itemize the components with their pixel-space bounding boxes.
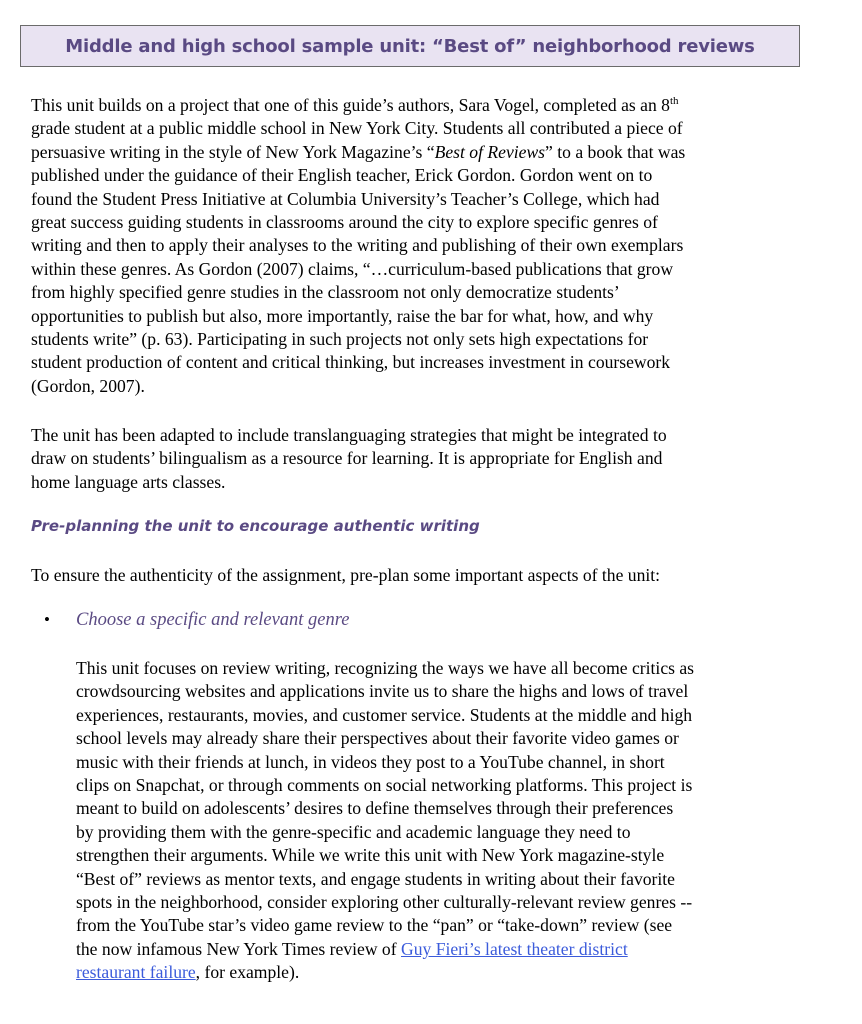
- paragraph-3-line: crowdsourcing websites and applications invite us to share the highs and lows of travel: [76, 681, 689, 702]
- paragraph-3: [76, 657, 796, 985]
- paragraph-1-line: (Gordon, 2007).: [31, 375, 145, 396]
- paragraph-3-line: the now infamous New York Times review of Guy Fieri’s latest theater district: [76, 938, 628, 959]
- paragraph-3-line: experiences, restaurants, movies, and customer service. Students at the middle and high: [76, 704, 693, 725]
- page-title: Middle and high school sample unit: “Best of” neighborhood reviews: [65, 35, 755, 57]
- bullet-label: Choose a specific and relevant genre: [76, 610, 350, 630]
- magazine-title: Best of Reviews: [434, 141, 546, 162]
- guy-fieri-review-link-cont[interactable]: restaurant failure: [76, 962, 196, 983]
- title-banner: [20, 25, 800, 67]
- paragraph-1-line: within these genres. As Gordon (2007) claims, “…curriculum-based publications that grow: [31, 258, 674, 279]
- bullet-marker: •: [44, 610, 50, 629]
- paragraph-1-line: opportunities to publish but also, more importantly, raise the bar for what, how, and why: [31, 305, 654, 326]
- paragraph-2-line: home language arts classes.: [31, 471, 226, 492]
- paragraph-3-line: from the YouTube star’s video game review to the “pan” or “take-down” review (see: [76, 915, 673, 936]
- paragraph-1-line: published under the guidance of their English teacher, Erick Gordon. Gordon went on to: [31, 165, 653, 186]
- paragraph-1-line: from highly specified genre studies in the classroom not only democratize students’: [31, 282, 620, 303]
- paragraph-3-line: clips on Snapchat, or through comments on social networking platforms. This project is: [76, 775, 693, 796]
- paragraph-3-line: meant to build on adolescents’ desires to define themselves through their preferences: [76, 798, 674, 819]
- superscript-th: th: [669, 95, 679, 108]
- section-heading: Pre-planning the unit to encourage authentic writing: [31, 517, 480, 535]
- paragraph-2-line: The unit has been adapted to include translanguaging strategies that might be integrated to: [31, 425, 667, 445]
- paragraph-1-line: found the Student Press Initiative at Columbia University’s Teacher’s College, which had: [31, 188, 660, 209]
- paragraph-3-line: music with their friends at lunch, in videos they post to a YouTube channel, in short: [76, 751, 665, 772]
- paragraph-1-line: persuasive writing in the style of New York Magazine’s “Best of Reviews” to a book that was: [31, 141, 686, 162]
- paragraph-3-line: This unit focuses on review writing, recognizing the ways we have all become critics as: [76, 658, 695, 678]
- paragraph-3-line: “Best of” reviews as mentor texts, and engage students in writing about their favorite: [76, 868, 675, 889]
- paragraph-1-line: This unit builds on a project that one of this guide’s authors, Sara Vogel, completed as an 8th: [31, 95, 679, 115]
- paragraph-3-line: restaurant failure, for example).: [76, 962, 300, 983]
- paragraph-1-line: students write” (p. 63). Participating in such projects not only sets high expectations for: [31, 329, 649, 350]
- paragraph-1: [31, 94, 801, 398]
- paragraph-2-line: draw on students’ bilingualism as a resource for learning. It is appropriate for English and: [31, 448, 663, 469]
- paragraph-1-line: grade student at a public middle school in New York City. Students all contributed a piece of: [31, 118, 683, 139]
- intro-sentence: To ensure the authenticity of the assignment, pre-plan some important aspects of the unit:: [31, 565, 661, 585]
- paragraph-1-line: student production of content and critical thinking, but increases investment in coursework: [31, 352, 671, 373]
- guy-fieri-review-link[interactable]: Guy Fieri’s latest theater district: [401, 938, 628, 959]
- paragraph-3-line: spots in the neighborhood, consider exploring other culturally-relevant review genres --: [76, 892, 693, 913]
- paragraph-3-line: school levels may already share their perspectives about their favorite video games or: [76, 728, 679, 749]
- paragraph-3-line: by providing them with the genre-specific and academic language they need to: [76, 821, 631, 842]
- paragraph-3-line: strengthen their arguments. While we write this unit with New York magazine-style: [76, 845, 665, 866]
- paragraph-1-line: writing and then to apply their analyses to the writing and publishing of their own exemplars: [31, 235, 684, 256]
- paragraph-2: [31, 424, 801, 494]
- paragraph-1-line: great success guiding students in classrooms around the city to explore specific genres of: [31, 212, 658, 233]
